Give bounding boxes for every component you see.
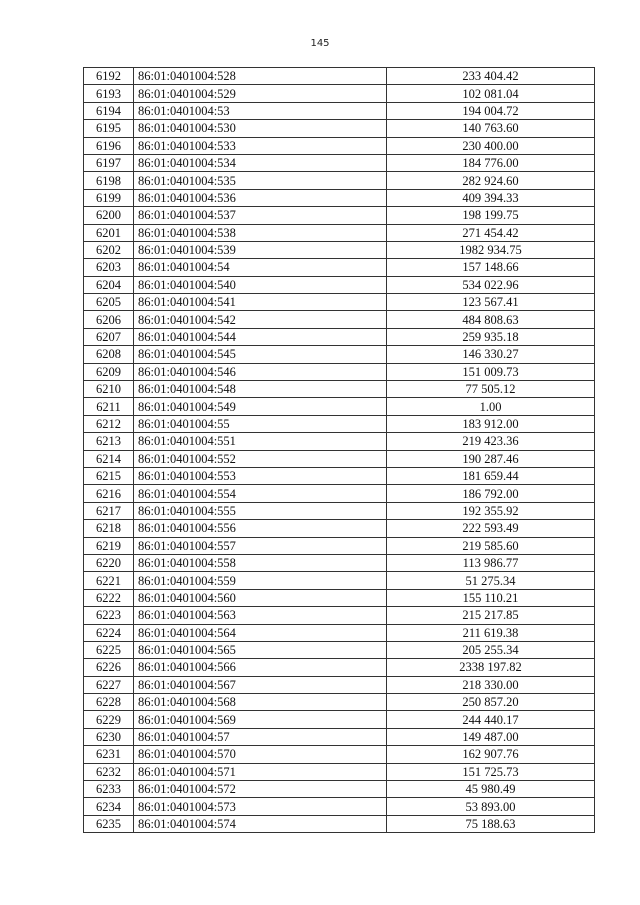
row-number-cell: 6230 (84, 728, 134, 745)
cadastral-value-cell: 205 255.34 (387, 641, 595, 658)
cadastral-value-cell: 186 792.00 (387, 485, 595, 502)
page-number: 145 (310, 38, 330, 49)
cadastral-value-cell: 184 776.00 (387, 154, 595, 171)
cadastral-number-cell: 86:01:0401004:53 (134, 102, 387, 119)
cadastral-value-cell: 181 659.44 (387, 467, 595, 484)
row-number-cell: 6234 (84, 798, 134, 815)
row-number-cell: 6221 (84, 572, 134, 589)
cadastral-number-cell: 86:01:0401004:54 (134, 259, 387, 276)
row-number-cell: 6228 (84, 694, 134, 711)
table-row (84, 207, 595, 224)
row-number-cell: 6198 (84, 172, 134, 189)
table-row (84, 572, 595, 589)
cadastral-value-cell: 219 585.60 (387, 537, 595, 554)
cadastral-number-cell: 86:01:0401004:528 (134, 68, 387, 85)
cadastral-value-cell: 162 907.76 (387, 746, 595, 763)
row-number-cell: 6216 (84, 485, 134, 502)
row-number-cell: 6200 (84, 207, 134, 224)
table-row (84, 467, 595, 484)
table-row (84, 798, 595, 815)
cadastral-number-cell: 86:01:0401004:539 (134, 241, 387, 258)
cadastral-number-cell: 86:01:0401004:564 (134, 624, 387, 641)
cadastral-number-cell: 86:01:0401004:541 (134, 294, 387, 311)
cadastral-number-cell: 86:01:0401004:563 (134, 607, 387, 624)
table-row (84, 554, 595, 571)
table-row (84, 433, 595, 450)
cadastral-value-cell: 250 857.20 (387, 694, 595, 711)
table-row (84, 641, 595, 658)
cadastral-number-cell: 86:01:0401004:556 (134, 520, 387, 537)
cadastral-number-cell: 86:01:0401004:530 (134, 120, 387, 137)
table-row (84, 502, 595, 519)
row-number-cell: 6199 (84, 189, 134, 206)
cadastral-number-cell: 86:01:0401004:571 (134, 763, 387, 780)
cadastral-value-cell: 198 199.75 (387, 207, 595, 224)
cadastral-number-cell: 86:01:0401004:570 (134, 746, 387, 763)
cadastral-value-cell: 113 986.77 (387, 554, 595, 571)
cadastral-value-cell: 77 505.12 (387, 381, 595, 398)
cadastral-value-cell: 192 355.92 (387, 502, 595, 519)
table-row (84, 589, 595, 606)
row-number-cell: 6235 (84, 815, 134, 832)
table-row (84, 154, 595, 171)
cadastral-value-cell: 151 725.73 (387, 763, 595, 780)
row-number-cell: 6220 (84, 554, 134, 571)
table-row (84, 815, 595, 832)
cadastral-value-cell: 233 404.42 (387, 68, 595, 85)
cadastral-number-cell: 86:01:0401004:567 (134, 676, 387, 693)
cadastral-number-cell: 86:01:0401004:552 (134, 450, 387, 467)
table-body (84, 68, 595, 833)
cadastral-number-cell: 86:01:0401004:548 (134, 381, 387, 398)
table-row (84, 398, 595, 415)
cadastral-number-cell: 86:01:0401004:55 (134, 415, 387, 432)
cadastral-number-cell: 86:01:0401004:57 (134, 728, 387, 745)
table-row (84, 415, 595, 432)
row-number-cell: 6233 (84, 781, 134, 798)
row-number-cell: 6219 (84, 537, 134, 554)
cadastral-number-cell: 86:01:0401004:535 (134, 172, 387, 189)
cadastral-value-cell: 146 330.27 (387, 346, 595, 363)
cadastral-number-cell: 86:01:0401004:572 (134, 781, 387, 798)
cadastral-value-cell: 222 593.49 (387, 520, 595, 537)
table-row (84, 259, 595, 276)
cadastral-value-cell: 75 188.63 (387, 815, 595, 832)
cadastral-value-cell: 1982 934.75 (387, 241, 595, 258)
table-row (84, 381, 595, 398)
table-row (84, 224, 595, 241)
cadastral-number-cell: 86:01:0401004:542 (134, 311, 387, 328)
table-row (84, 137, 595, 154)
cadastral-value-cell: 534 022.96 (387, 276, 595, 293)
table-row (84, 328, 595, 345)
cadastral-number-cell: 86:01:0401004:534 (134, 154, 387, 171)
cadastral-value-cell: 1.00 (387, 398, 595, 415)
row-number-cell: 6226 (84, 659, 134, 676)
cadastral-value-cell: 282 924.60 (387, 172, 595, 189)
row-number-cell: 6210 (84, 381, 134, 398)
table-row (84, 763, 595, 780)
row-number-cell: 6224 (84, 624, 134, 641)
cadastral-value-cell: 219 423.36 (387, 433, 595, 450)
row-number-cell: 6222 (84, 589, 134, 606)
cadastral-value-cell: 484 808.63 (387, 311, 595, 328)
table-row (84, 537, 595, 554)
cadastral-value-cell: 149 487.00 (387, 728, 595, 745)
cadastral-number-cell: 86:01:0401004:553 (134, 467, 387, 484)
row-number-cell: 6229 (84, 711, 134, 728)
cadastral-value-cell: 218 330.00 (387, 676, 595, 693)
cadastral-number-cell: 86:01:0401004:533 (134, 137, 387, 154)
row-number-cell: 6214 (84, 450, 134, 467)
table-row (84, 694, 595, 711)
cadastral-number-cell: 86:01:0401004:559 (134, 572, 387, 589)
table-row (84, 294, 595, 311)
cadastral-number-cell: 86:01:0401004:558 (134, 554, 387, 571)
table-row (84, 276, 595, 293)
cadastral-value-cell: 151 009.73 (387, 363, 595, 380)
row-number-cell: 6203 (84, 259, 134, 276)
table-row (84, 189, 595, 206)
cadastral-value-cell: 155 110.21 (387, 589, 595, 606)
row-number-cell: 6204 (84, 276, 134, 293)
cadastral-value-cell: 244 440.17 (387, 711, 595, 728)
table-row (84, 607, 595, 624)
table-row (84, 68, 595, 85)
cadastral-number-cell: 86:01:0401004:538 (134, 224, 387, 241)
row-number-cell: 6215 (84, 467, 134, 484)
cadastral-number-cell: 86:01:0401004:574 (134, 815, 387, 832)
cadastral-number-cell: 86:01:0401004:566 (134, 659, 387, 676)
table-row (84, 711, 595, 728)
row-number-cell: 6196 (84, 137, 134, 154)
cadastral-number-cell: 86:01:0401004:565 (134, 641, 387, 658)
cadastral-value-cell: 123 567.41 (387, 294, 595, 311)
cadastral-value-cell: 157 148.66 (387, 259, 595, 276)
cadastral-value-cell: 183 912.00 (387, 415, 595, 432)
cadastral-number-cell: 86:01:0401004:546 (134, 363, 387, 380)
cadastral-value-cell: 194 004.72 (387, 102, 595, 119)
row-number-cell: 6225 (84, 641, 134, 658)
row-number-cell: 6195 (84, 120, 134, 137)
row-number-cell: 6213 (84, 433, 134, 450)
row-number-cell: 6197 (84, 154, 134, 171)
table-row (84, 624, 595, 641)
row-number-cell: 6192 (84, 68, 134, 85)
row-number-cell: 6207 (84, 328, 134, 345)
table-row (84, 781, 595, 798)
table-row (84, 346, 595, 363)
cadastral-number-cell: 86:01:0401004:540 (134, 276, 387, 293)
cadastral-value-cell: 230 400.00 (387, 137, 595, 154)
cadastral-value-cell: 45 980.49 (387, 781, 595, 798)
cadastral-value-cell: 215 217.85 (387, 607, 595, 624)
cadastral-value-cell: 271 454.42 (387, 224, 595, 241)
table-row (84, 363, 595, 380)
cadastral-value-cell: 51 275.34 (387, 572, 595, 589)
cadastral-number-cell: 86:01:0401004:549 (134, 398, 387, 415)
row-number-cell: 6211 (84, 398, 134, 415)
cadastral-number-cell: 86:01:0401004:529 (134, 85, 387, 102)
row-number-cell: 6206 (84, 311, 134, 328)
row-number-cell: 6205 (84, 294, 134, 311)
row-number-cell: 6212 (84, 415, 134, 432)
cadastral-value-cell: 259 935.18 (387, 328, 595, 345)
table-row (84, 485, 595, 502)
table-row (84, 728, 595, 745)
table-row (84, 450, 595, 467)
cadastral-value-cell: 190 287.46 (387, 450, 595, 467)
row-number-cell: 6223 (84, 607, 134, 624)
cadastral-number-cell: 86:01:0401004:568 (134, 694, 387, 711)
cadastral-number-cell: 86:01:0401004:557 (134, 537, 387, 554)
table-row (84, 172, 595, 189)
table-row (84, 520, 595, 537)
cadastral-number-cell: 86:01:0401004:573 (134, 798, 387, 815)
cadastral-value-cell: 2338 197.82 (387, 659, 595, 676)
table-row (84, 120, 595, 137)
cadastral-number-cell: 86:01:0401004:544 (134, 328, 387, 345)
row-number-cell: 6194 (84, 102, 134, 119)
cadastral-value-cell: 211 619.38 (387, 624, 595, 641)
cadastral-values-table (83, 67, 595, 833)
cadastral-number-cell: 86:01:0401004:545 (134, 346, 387, 363)
cadastral-value-cell: 53 893.00 (387, 798, 595, 815)
table-row (84, 102, 595, 119)
cadastral-number-cell: 86:01:0401004:537 (134, 207, 387, 224)
row-number-cell: 6217 (84, 502, 134, 519)
row-number-cell: 6202 (84, 241, 134, 258)
row-number-cell: 6227 (84, 676, 134, 693)
row-number-cell: 6193 (84, 85, 134, 102)
table-row (84, 241, 595, 258)
cadastral-value-cell: 409 394.33 (387, 189, 595, 206)
cadastral-number-cell: 86:01:0401004:560 (134, 589, 387, 606)
cadastral-number-cell: 86:01:0401004:551 (134, 433, 387, 450)
cadastral-number-cell: 86:01:0401004:536 (134, 189, 387, 206)
row-number-cell: 6208 (84, 346, 134, 363)
table-row (84, 676, 595, 693)
table-row (84, 85, 595, 102)
cadastral-number-cell: 86:01:0401004:569 (134, 711, 387, 728)
row-number-cell: 6209 (84, 363, 134, 380)
row-number-cell: 6218 (84, 520, 134, 537)
table-row (84, 659, 595, 676)
row-number-cell: 6201 (84, 224, 134, 241)
row-number-cell: 6232 (84, 763, 134, 780)
cadastral-value-cell: 102 081.04 (387, 85, 595, 102)
cadastral-number-cell: 86:01:0401004:554 (134, 485, 387, 502)
cadastral-number-cell: 86:01:0401004:555 (134, 502, 387, 519)
table-row (84, 746, 595, 763)
row-number-cell: 6231 (84, 746, 134, 763)
table-row (84, 311, 595, 328)
cadastral-value-cell: 140 763.60 (387, 120, 595, 137)
